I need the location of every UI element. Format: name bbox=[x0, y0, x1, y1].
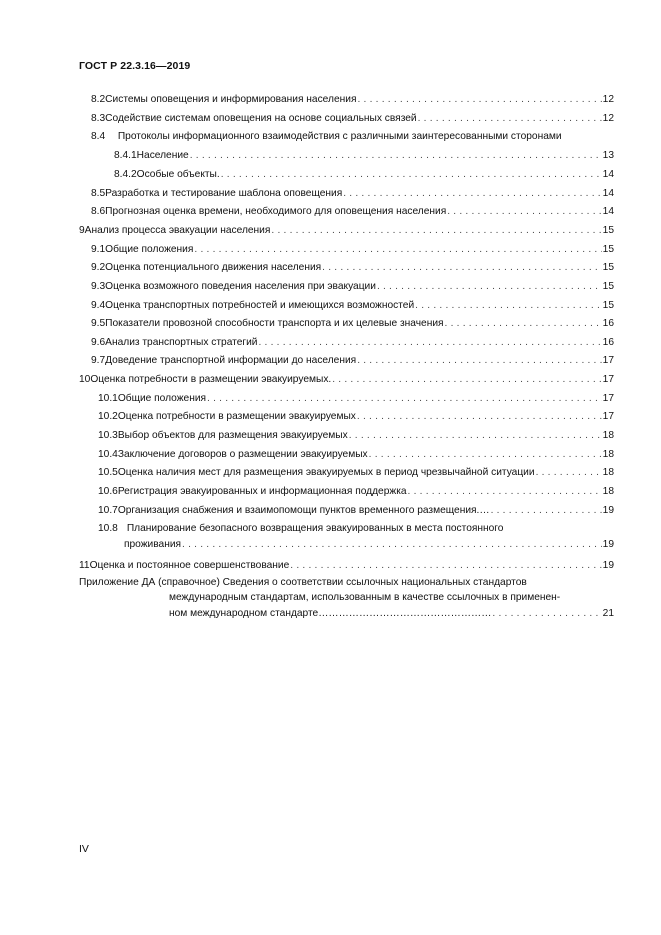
toc-entry-number: 9 bbox=[79, 225, 85, 236]
toc-entry[interactable] bbox=[98, 522, 503, 535]
toc-entry-title: Прогнозная оценка времени, необходимого для оповещения населения bbox=[105, 206, 447, 217]
toc-entry-title: Общие положения bbox=[117, 393, 207, 404]
toc-entry-number: 8.2 bbox=[91, 94, 106, 105]
toc-entry-title: Протоколы информационного взаимодействия с различными заинтересованными сторонами bbox=[117, 131, 562, 142]
toc-entry-number: 10.4 bbox=[98, 449, 118, 460]
toc-entry-page: 14 bbox=[602, 169, 614, 180]
toc-entry[interactable] bbox=[114, 149, 614, 162]
toc-entry-page: 17 bbox=[602, 411, 614, 422]
toc-entry[interactable] bbox=[91, 280, 614, 293]
toc-entry-title: Анализ процесса эвакуации населения bbox=[84, 225, 271, 236]
toc-entry[interactable] bbox=[91, 299, 614, 312]
toc-entry[interactable] bbox=[98, 429, 614, 442]
toc-entry[interactable] bbox=[98, 392, 614, 405]
toc-entry[interactable] bbox=[91, 93, 614, 106]
toc-leader-dots bbox=[190, 149, 602, 162]
toc-leader-dots bbox=[536, 466, 602, 479]
page-number-roman: IV bbox=[79, 843, 89, 855]
toc-leader-dots bbox=[207, 392, 602, 405]
toc-entry-title: Доведение транспортной информации до населения bbox=[105, 355, 357, 366]
toc-leader-dots bbox=[357, 93, 601, 106]
toc-entry-title: Оценка возможного поведения населения при эвакуации bbox=[105, 281, 376, 292]
toc-entry[interactable] bbox=[91, 317, 614, 330]
toc-entry-page: 12 bbox=[602, 113, 614, 124]
toc-entry-title: Оценка потребности в размещении эвакуируемых bbox=[117, 411, 356, 422]
toc-entry-number: 10.1 bbox=[98, 393, 118, 404]
toc-entry-page: 12 bbox=[602, 94, 614, 105]
toc-entry-number: 10.2 bbox=[98, 411, 118, 422]
appendix-entry-line2: международным стандартам, использованным в качестве ссылочных в применен- bbox=[169, 592, 561, 603]
toc-entry-number: 9.1 bbox=[91, 244, 106, 255]
toc-entry-number: 9.2 bbox=[91, 262, 106, 273]
toc-leader-dots bbox=[343, 187, 601, 200]
toc-entry-page: 15 bbox=[602, 262, 614, 273]
toc-entry-number: 8.4.2 bbox=[114, 169, 137, 180]
toc-entry-page: 19 bbox=[602, 539, 614, 550]
toc-entry-page: 17 bbox=[602, 355, 614, 366]
toc-entry-number: 8.3 bbox=[91, 113, 106, 124]
toc-entry-page: 18 bbox=[602, 449, 614, 460]
toc-entry-title: Выбор объектов для размещения эвакуируемых bbox=[117, 430, 348, 441]
toc-leader-dots bbox=[491, 504, 602, 517]
toc-entry-number: 9.7 bbox=[91, 355, 106, 366]
toc-entry-page: 18 bbox=[602, 486, 614, 497]
toc-entry-title: Оценка и постоянное совершенствование bbox=[89, 560, 290, 571]
toc-entry-title: проживания bbox=[124, 539, 182, 550]
toc-leader-dots bbox=[194, 243, 601, 256]
toc-entry-number: 8.5 bbox=[91, 188, 106, 199]
toc-entry[interactable] bbox=[79, 224, 614, 237]
appendix-entry-title-end: ном международном стандарте…………………………………………… bbox=[169, 608, 492, 619]
toc-entry[interactable] bbox=[124, 538, 614, 551]
toc-entry-title: Системы оповещения и информирования населения bbox=[105, 94, 357, 105]
toc-leader-dots bbox=[221, 168, 602, 181]
toc-entry-title: Регистрация эвакуированных и информационная поддержка bbox=[117, 486, 407, 497]
toc-entry-page: 16 bbox=[602, 318, 614, 329]
toc-entry[interactable] bbox=[98, 466, 614, 479]
toc-entry-title: Заключение договоров о размещении эвакуируемых bbox=[117, 449, 368, 460]
toc-entry-title: Анализ транспортных стратегий bbox=[105, 337, 258, 348]
toc-entry[interactable] bbox=[91, 205, 614, 218]
appendix-entry-page: 21 bbox=[602, 608, 614, 619]
toc-leader-dots bbox=[447, 205, 601, 218]
toc-entry-number: 8.6 bbox=[91, 206, 106, 217]
toc-entry-number: 10.8 bbox=[98, 523, 118, 534]
toc-leader-dots bbox=[182, 538, 602, 551]
toc-leader-dots bbox=[258, 336, 601, 349]
appendix-entry-line1[interactable]: Приложение ДА (справочное) Сведения о соответствии ссылочных национальных стандартов bbox=[79, 577, 527, 588]
toc-leader-dots bbox=[408, 485, 602, 498]
toc-leader-dots bbox=[377, 280, 602, 293]
toc-entry-page: 17 bbox=[602, 374, 614, 385]
toc-leader-dots bbox=[369, 448, 602, 461]
toc-entry-page: 18 bbox=[602, 430, 614, 441]
toc-entry-number: 10.5 bbox=[98, 467, 118, 478]
toc-entry-page: 19 bbox=[602, 560, 614, 571]
toc-entry[interactable] bbox=[98, 410, 614, 423]
toc-entry-title: Оценка потребности в размещении эвакуируемых. bbox=[90, 374, 332, 385]
toc-leader-dots bbox=[322, 261, 601, 274]
toc-entry[interactable] bbox=[91, 112, 614, 125]
toc-leader-dots bbox=[271, 224, 601, 237]
toc-entry-title: Оценка наличия мест для размещения эвакуируемых в период чрезвычайной ситуации bbox=[117, 467, 535, 478]
toc-entry[interactable] bbox=[91, 243, 614, 256]
toc-entry-title: Население bbox=[136, 150, 189, 161]
document-header: ГОСТ Р 22.3.16—2019 bbox=[79, 60, 191, 72]
toc-entry-number: 8.4 bbox=[91, 131, 106, 142]
appendix-entry-line3[interactable] bbox=[169, 607, 614, 620]
toc-entry[interactable] bbox=[98, 448, 614, 461]
toc-entry-number: 9.4 bbox=[91, 300, 106, 311]
toc-entry-page: 14 bbox=[602, 188, 614, 199]
toc-entry-title: Особые объекты. bbox=[136, 169, 220, 180]
toc-entry-title: Показатели провозной способности транспорта и их целевые значения bbox=[105, 318, 444, 329]
toc-entry-number: 10.3 bbox=[98, 430, 118, 441]
toc-entry-page: 16 bbox=[602, 337, 614, 348]
toc-entry-number: 9.6 bbox=[91, 337, 106, 348]
toc-entry-page: 15 bbox=[602, 281, 614, 292]
toc-entry-number: 9.3 bbox=[91, 281, 106, 292]
toc-entry[interactable] bbox=[91, 187, 614, 200]
toc-leader-dots bbox=[492, 607, 601, 620]
toc-entry[interactable] bbox=[79, 559, 614, 572]
toc-leader-dots bbox=[357, 354, 601, 367]
toc-entry[interactable] bbox=[98, 504, 614, 517]
toc-entry-page: 15 bbox=[602, 300, 614, 311]
toc-leader-dots bbox=[290, 559, 601, 572]
toc-entry-page: 18 bbox=[602, 467, 614, 478]
toc-entry-title: Разработка и тестирование шаблона оповещения bbox=[105, 188, 343, 199]
toc-entry[interactable] bbox=[79, 373, 614, 386]
toc-entry-page: 19 bbox=[602, 505, 614, 516]
toc-entry-page: 15 bbox=[602, 225, 614, 236]
toc-entry-title: Содействие системам оповещения на основе социальных связей bbox=[105, 113, 417, 124]
toc-entry-page: 15 bbox=[602, 244, 614, 255]
toc-entry-number: 10.7 bbox=[98, 505, 118, 516]
toc-entry[interactable] bbox=[91, 261, 614, 274]
toc-entry-title: Общие положения bbox=[105, 244, 194, 255]
toc-entry-page: 13 bbox=[602, 150, 614, 161]
toc-entry-page: 17 bbox=[602, 393, 614, 404]
toc-entry-title: Организация снабжения и взаимопомощи пунктов временного размещения.… bbox=[117, 505, 490, 516]
toc-entry-page: 14 bbox=[602, 206, 614, 217]
toc-entry[interactable] bbox=[91, 336, 614, 349]
toc-entry-number: 8.4.1 bbox=[114, 150, 137, 161]
toc-entry-number: 11 bbox=[79, 560, 90, 571]
toc-entry-title: Планирование безопасного возвращения эвакуированных в места постоянного bbox=[126, 523, 504, 534]
toc-entry[interactable] bbox=[114, 168, 614, 181]
toc-leader-dots bbox=[445, 317, 602, 330]
toc-entry-number: 10.6 bbox=[98, 486, 118, 497]
toc-entry[interactable] bbox=[91, 130, 562, 143]
toc-leader-dots bbox=[415, 299, 601, 312]
toc-leader-dots bbox=[332, 373, 601, 386]
toc-entry-number: 10 bbox=[79, 374, 91, 385]
toc-leader-dots bbox=[349, 429, 602, 442]
toc-leader-dots bbox=[418, 112, 602, 125]
toc-entry-title: Оценка транспортных потребностей и имеющихся возможностей bbox=[105, 300, 415, 311]
toc-entry[interactable] bbox=[91, 354, 614, 367]
toc-entry-title: Оценка потенциального движения населения bbox=[105, 262, 322, 273]
toc-entry-number: 9.5 bbox=[91, 318, 106, 329]
toc-leader-dots bbox=[357, 410, 602, 423]
toc-entry[interactable] bbox=[98, 485, 614, 498]
